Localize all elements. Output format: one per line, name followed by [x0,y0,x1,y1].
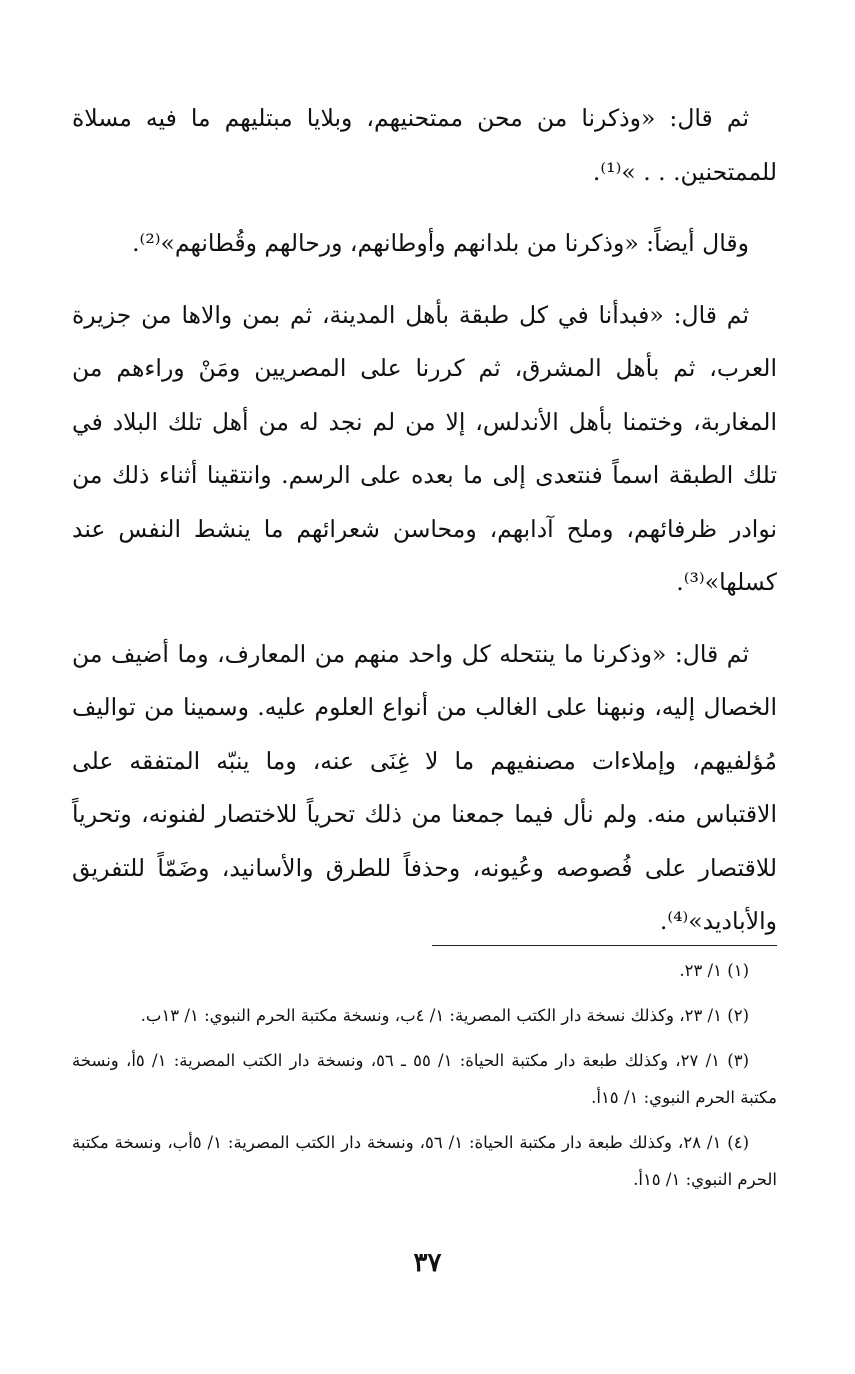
footnote-4: (٤) ١/ ٢٨، وكذلك طبعة دار مكتبة الحياة: ١/ ٥٦، ونسخة دار الكتب المصرية: ١/ ٥أب، ونسخة مكتبة الحرم النبوي: ١/ ١٥أ. [72,1133,777,1189]
footnote-3: (٣) ١/ ٢٧، وكذلك طبعة دار مكتبة الحياة: ١/ ٥٥ ـ ٥٦، ونسخة دار الكتب المصرية: ١/ ٥أ، ونسخة مكتبة الحرم النبوي: ١/ ١٥أ. [72,1051,777,1107]
footnotes [72,952,777,1206]
paragraph-1: ثم قال: «وذكرنا من محن ممتحنيهم، وبلايا مبتليهم ما فيه مسلاة للممتحنين. . . »⁽¹⁾. [72,104,777,186]
main-text [72,92,777,967]
paragraph-4: ثم قال: «وذكرنا ما ينتحله كل واحد منهم من المعارف، وما أضيف من الخصال إليه، ونبهنا على الغالب من أنواع العلوم عليه. وسمينا من تواليف مُؤلفيهم، وإملاءات مصنفيهم ما لا غِنَى عنه، وما ينبّه المتفقه على الاقتباس منه. ولم نأل فيما جمعنا من ذلك تحرياً للاختصار لفنونه، وتحرياً للاقتصار على فُصوصه وعُيونه، وحذفاً للطرق والأسانيد، وضَمّاً للتفريق والأباديد»⁽⁴⁾. [72,639,777,935]
page-number: ٣٧ [413,1248,442,1278]
paragraph-2: وقال أيضاً: «وذكرنا من بلدانهم وأوطانهم، ورحالهم وقُطانهم»⁽²⁾. [132,229,749,257]
paragraph-3: ثم قال: «فبدأنا في كل طبقة بأهل المدينة، ثم بمن والاها من جزيرة العرب، ثم بأهل المشرق، ثم كررنا على المصريين ومَنْ وراءهم من المغاربة، وختمنا بأهل الأندلس، إلا من لم نجد له من أهل تلك البلاد في تلك الطبقة اسماً فنتعدى إلى ما بعده على الرسم. وانتقينا أثناء ذلك من نوادر ظرفائهم، وملح آدابهم، ومحاسن شعرائهم ما ينشط النفس عند كسلها»⁽³⁾. [72,300,777,596]
footnote-2: (٢) ١/ ٢٣، وكذلك نسخة دار الكتب المصرية: ١/ ٤ب، ونسخة مكتبة الحرم النبوي: ١/ ١٣ب. [140,1006,749,1025]
footnote-1: (١) ١/ ٢٣. [679,961,749,980]
footnote-separator [432,945,777,946]
